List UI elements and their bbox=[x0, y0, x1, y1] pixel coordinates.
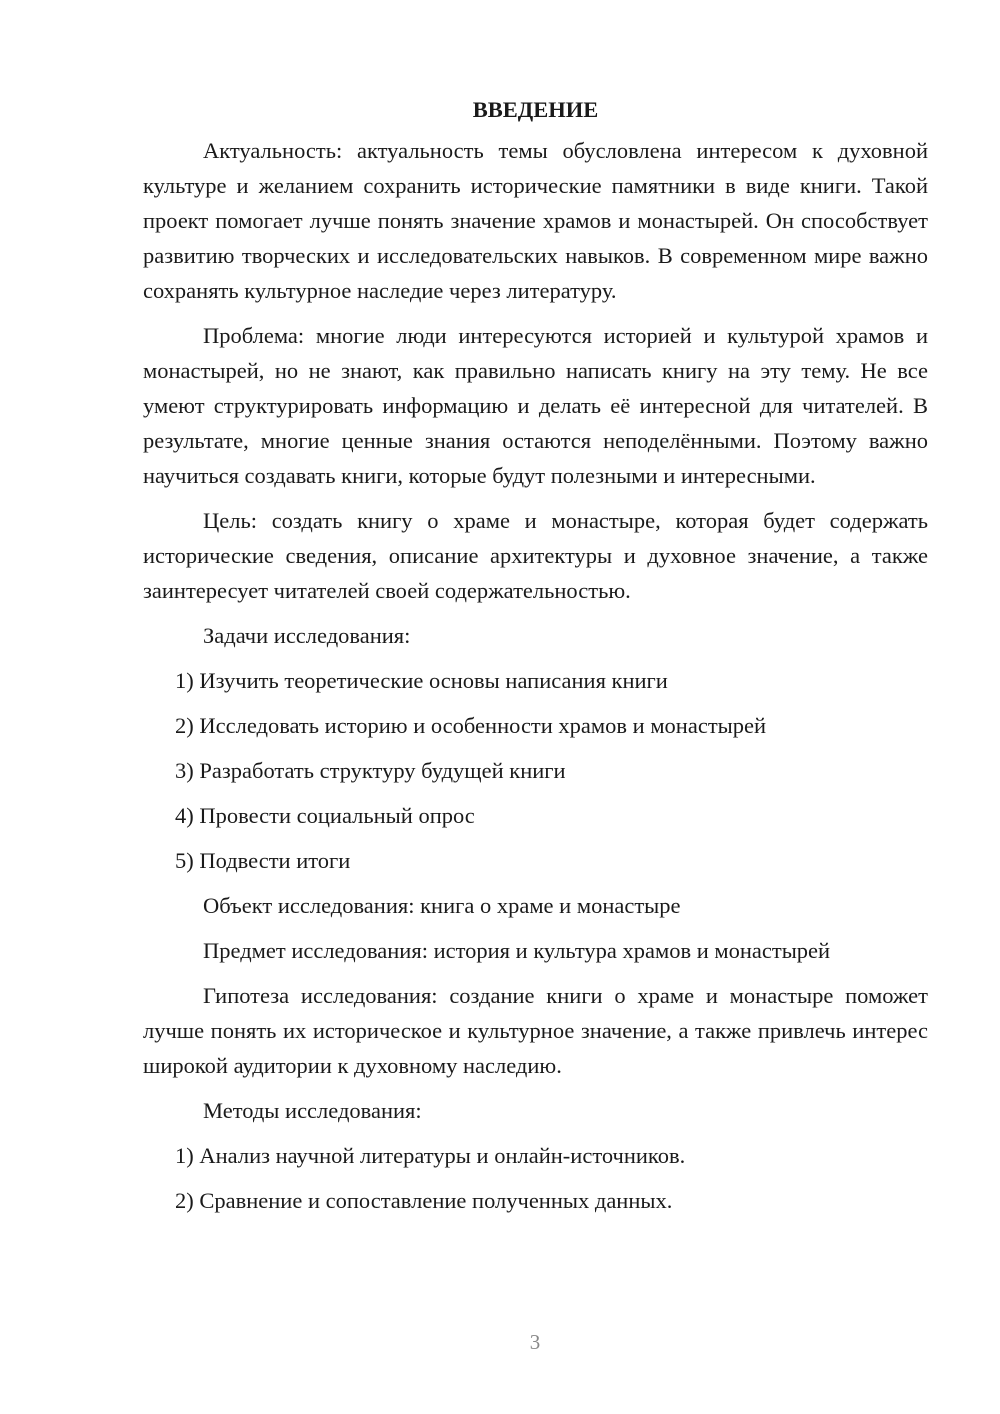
methods-list bbox=[143, 1138, 928, 1218]
goal-paragraph: Цель: создать книгу о храме и монастыре, которая будет содержать исторические сведения, описание архитектуры и духовное значение, а также заинтересует читателей своей содержательностью. bbox=[143, 508, 928, 603]
task-item: 1) Изучить теоретические основы написания книги bbox=[175, 668, 668, 693]
task-item: 3) Разработать структуру будущей книги bbox=[175, 758, 566, 783]
method-item: 2) Сравнение и сопоставление полученных данных. bbox=[175, 1188, 673, 1213]
task-item: 5) Подвести итоги bbox=[175, 848, 351, 873]
methods-heading: Методы исследования: bbox=[203, 1098, 422, 1123]
page-number: 3 bbox=[529, 1330, 541, 1354]
document-page bbox=[143, 92, 928, 1228]
tasks-list bbox=[143, 663, 928, 878]
object-line: Объект исследования: книга о храме и монастыре bbox=[203, 893, 681, 918]
relevance-paragraph: Актуальность: актуальность темы обусловлена интересом к духовной культуре и желанием сохранить исторические памятники в виде книги. Такой проект помогает лучше понять значение храмов и монастырей. Он способствует развитию творческих и исследовательских навыков. В современном мире важно сохранять культурное наследие через литературу. bbox=[143, 138, 928, 303]
task-item: 4) Провести социальный опрос bbox=[175, 803, 475, 828]
hypothesis-paragraph: Гипотеза исследования: создание книги о храме и монастыре поможет лучше понять их историческое и культурное значение, а также привлечь интерес широкой аудитории к духовному наследию. bbox=[143, 983, 928, 1078]
section-title: ВВЕДЕНИЕ bbox=[472, 97, 599, 122]
problem-paragraph: Проблема: многие люди интересуются историей и культурой храмов и монастырей, но не знают, как правильно написать книгу на эту тему. Не все умеют структурировать информацию и делать её интересной для читателей. В результате, многие ценные знания остаются неподелёнными. Поэтому важно научиться создавать книги, которые будут полезными и интересными. bbox=[143, 323, 928, 488]
task-item: 2) Исследовать историю и особенности храмов и монастырей bbox=[175, 713, 767, 738]
tasks-heading: Задачи исследования: bbox=[203, 623, 411, 648]
subject-line: Предмет исследования: история и культура храмов и монастырей bbox=[203, 938, 831, 963]
method-item: 1) Анализ научной литературы и онлайн-источников. bbox=[175, 1143, 686, 1168]
